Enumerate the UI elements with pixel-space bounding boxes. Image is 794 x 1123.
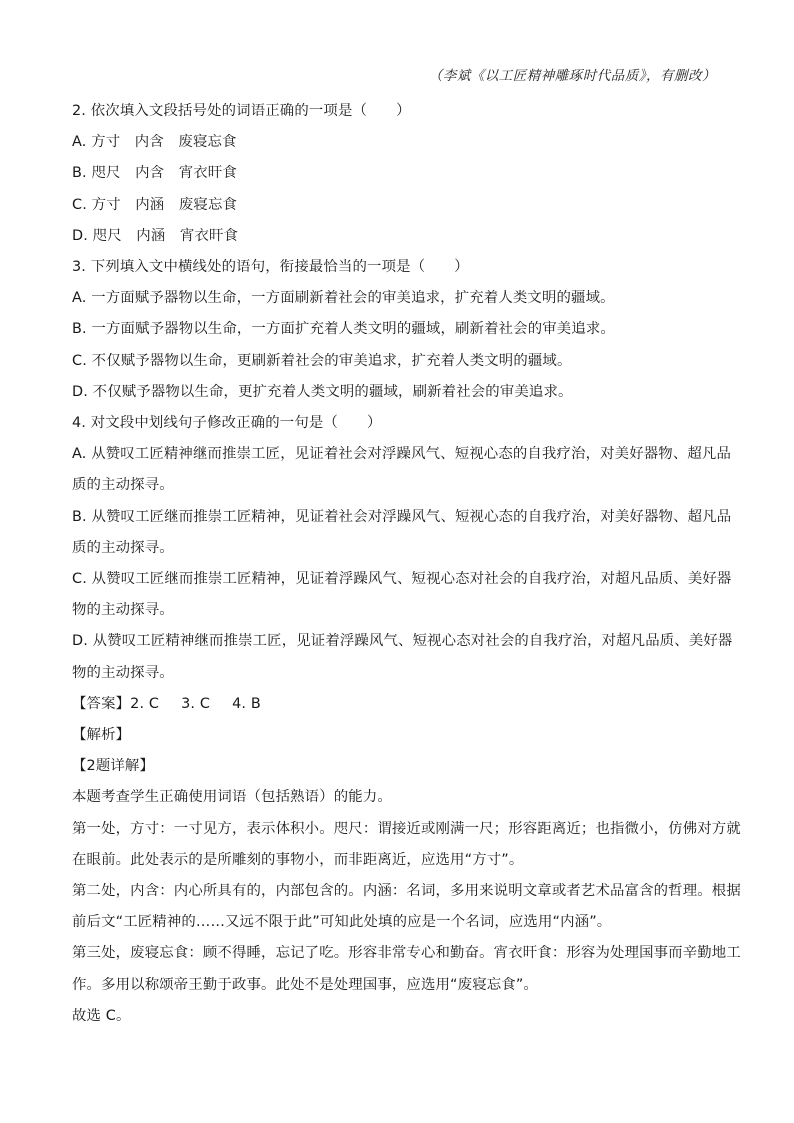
q4-option-a-line2: 质的主动探寻。 [72, 477, 174, 494]
q4-stem: 4. 对文段中划线句子修改正确的一句是（ ） [72, 415, 382, 432]
source-citation: （李斌《以工匠精神雕琢时代品质》，有删改） [428, 68, 716, 84]
q2-option-c: C. 方寸 内涵 废寝忘食 [72, 196, 238, 213]
q4-option-b-line1: B. 从赞叹工匠继而推崇工匠精神，见证着社会对浮躁风气、短视心态的自我疗治，对美好器物、超凡品 [72, 508, 732, 525]
explanation-line: 第二处，内含：内心所具有的，内部包含的。内涵：名词，多用来说明文章或者艺术品富含的哲理。根据 [72, 883, 741, 900]
q2-option-b: B. 咫尺 内含 宵衣旰食 [72, 165, 237, 182]
q4-option-d-line1: D. 从赞叹工匠精神继而推崇工匠，见证着浮躁风气、短视心态对社会的自我疗治，对超凡品质、美好器 [72, 633, 733, 650]
q3-option-c: C. 不仅赋予器物以生命，更刷新着社会的审美追求，扩充着人类文明的疆域。 [72, 352, 572, 369]
q4-option-a-line1: A. 从赞叹工匠精神继而推崇工匠，见证着社会对浮躁风气、短视心态的自我疗治，对美好器物、超凡品 [72, 446, 731, 463]
answer-2: 2. C [130, 695, 160, 712]
q2-stem: 2. 依次填入文段括号处的词语正确的一项是（ ） [72, 103, 411, 119]
answer-label: 【答案】 [72, 695, 131, 712]
q3-option-a: A. 一方面赋予器物以生命，一方面刷新着社会的审美追求，扩充着人类文明的疆域。 [72, 290, 615, 307]
q3-option-b: B. 一方面赋予器物以生命，一方面扩充着人类文明的疆域，刷新着社会的审美追求。 [72, 321, 615, 338]
q3-option-d: D. 不仅赋予器物以生命，更扩充着人类文明的疆域，刷新着社会的审美追求。 [72, 383, 573, 400]
q4-option-c-line2: 物的主动探寻。 [72, 602, 174, 619]
analysis-label: 【解析】 [72, 727, 131, 744]
explanation-line: 第三处，废寝忘食：顾不得睡，忘记了吃。形容非常专心和勤奋。宵衣旰食：形容为处理国事而辛勤地工 [72, 945, 741, 962]
explanation-line: 作。多用以称颂帝王勤于政事。此处不是处理国事，应选用“废寝忘食”。 [72, 976, 538, 993]
explanation-line: 本题考查学生正确使用词语（包括熟语）的能力。 [72, 789, 392, 806]
q4-option-b-line2: 质的主动探寻。 [72, 539, 174, 556]
explanation-line: 第一处，方寸：一寸见方，表示体积小。咫尺：谓接近或刚满一尺；形容距离近；也指微小，仿佛对方就 [72, 820, 741, 837]
q3-stem: 3. 下列填入文中横线处的语句，衔接最恰当的一项是（ ） [72, 259, 469, 276]
answer-4: 4. B [232, 695, 261, 712]
q2-option-d: D. 咫尺 内涵 宵衣旰食 [72, 227, 239, 244]
detail-label: 【2题详解】 [72, 758, 155, 775]
answer-3: 3. C [181, 695, 211, 712]
explanation-line: 前后文“工匠精神的……又远不限于此”可知此处填的应是一个名词，应选用“内涵”。 [72, 914, 612, 931]
question-content [72, 96, 741, 1032]
explanation-line: 在眼前。此处表示的是所雕刻的事物小，而非距离近，应选用“方寸”。 [72, 851, 524, 868]
q4-option-c-line1: C. 从赞叹工匠继而推崇工匠精神，见证着浮躁风气、短视心态对社会的自我疗治，对超凡品质、美好器 [72, 571, 732, 588]
answer-line [72, 689, 722, 720]
q4-option-d-line2: 物的主动探寻。 [72, 664, 174, 681]
q2-option-a: A. 方寸 内含 废寝忘食 [72, 134, 237, 151]
explanation-line: 故选 C。 [72, 1007, 131, 1024]
